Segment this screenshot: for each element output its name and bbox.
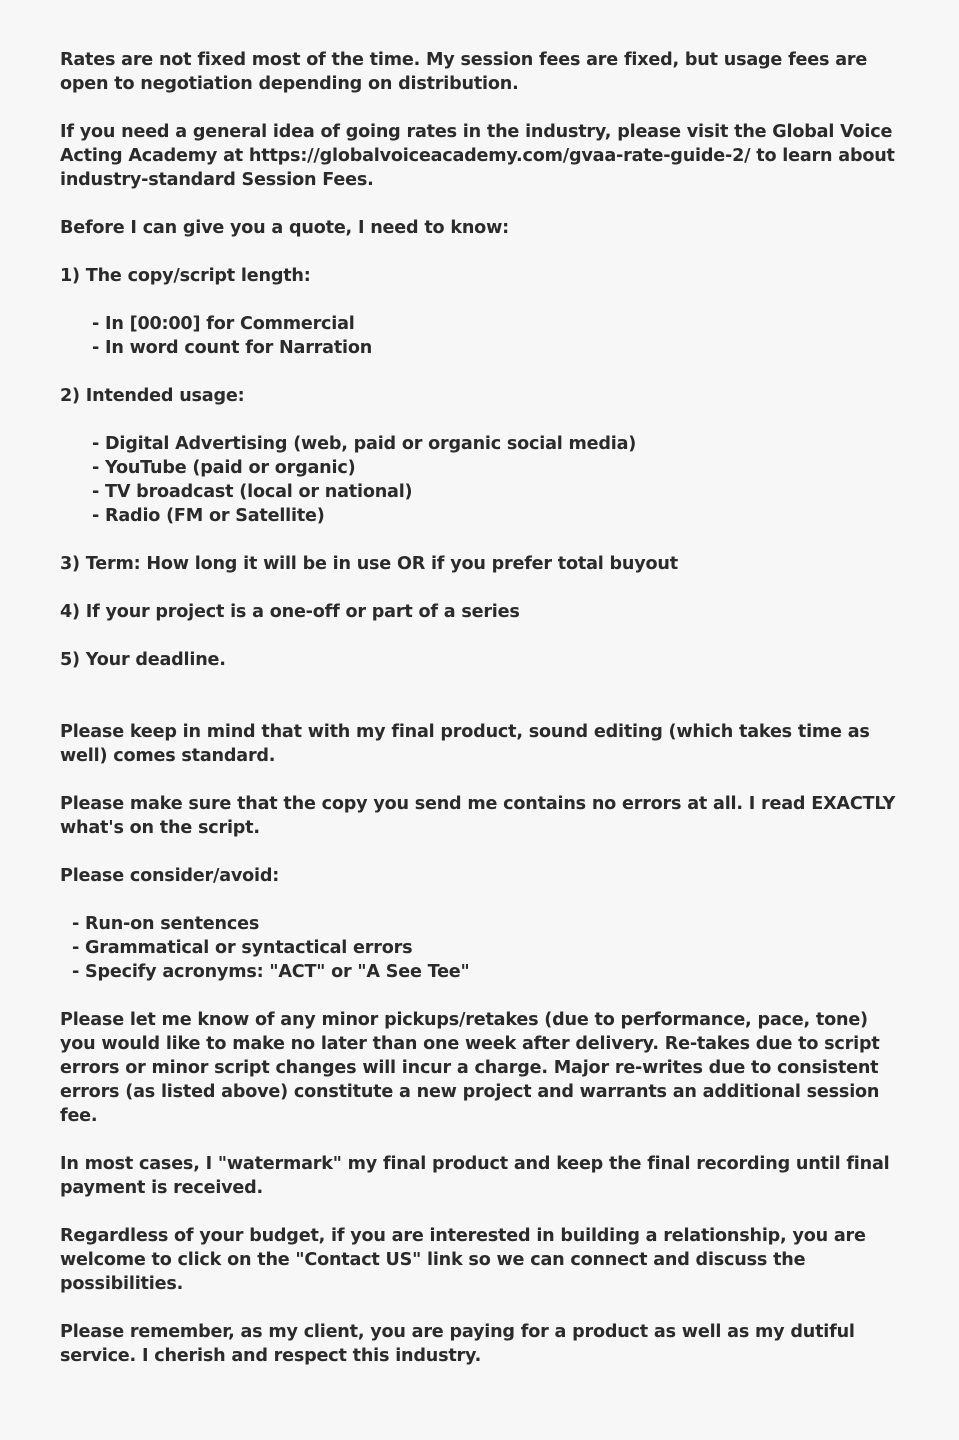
budget-note: Regardless of your budget, if you are interested in building a relationship, you are welcome to click on the "Contact US" link so we can connect and discuss the possibilities.: [60, 1226, 866, 1294]
rates-paragraph: Rates are not fixed most of the time. My session fees are fixed, but usage fees are open to negotiation depending on distribution.: [60, 50, 868, 94]
pickups-note: Please let me know of any minor pickups/retakes (due to performance, pace, tone) you would like to make no later than one week after delivery. Re-takes due to script errors or minor script changes will incur a charge. Major re-writes due to consistent errors (as listed above) constitute a new project and warrants an additional session fee.: [60, 1010, 880, 1126]
watermark-note: In most cases, I "watermark" my final product and keep the final recording until final payment is received.: [60, 1154, 890, 1198]
requirement-term: 3) Term: How long it will be in use OR if you prefer total buyout: [60, 554, 678, 574]
consider-avoid-list: [60, 912, 900, 984]
requirement-intended-usage: 2) Intended usage:: [60, 386, 245, 406]
list-item: - Grammatical or syntactical errors: [72, 938, 413, 958]
consider-avoid-label: Please consider/avoid:: [60, 866, 280, 886]
list-item: - TV broadcast (local or national): [92, 482, 413, 502]
list-item: - YouTube (paid or organic): [92, 458, 356, 478]
rate-guide-paragraph: If you need a general idea of going rates in the industry, please visit the Global Voice Acting Academy at https://globalvoiceacademy.com/gvaa-rate-guide-2/ to learn about industry-standard Session Fees.: [60, 122, 895, 190]
list-item: - Radio (FM or Satellite): [92, 506, 325, 526]
list-item: - Digital Advertising (web, paid or organic social media): [92, 434, 637, 454]
list-item: - Run-on sentences: [72, 914, 260, 934]
requirement-script-length: 1) The copy/script length:: [60, 266, 311, 286]
list-item: - In [00:00] for Commercial: [92, 314, 355, 334]
requirement-deadline: 5) Your deadline.: [60, 650, 226, 670]
list-item: - In word count for Narration: [92, 338, 373, 358]
script-length-list: [60, 312, 900, 360]
list-item: - Specify acronyms: "ACT" or "A See Tee": [72, 962, 470, 982]
rates-document: [60, 48, 900, 1392]
sound-editing-note: Please keep in mind that with my final product, sound editing (which takes time as well) comes standard.: [60, 722, 870, 766]
closing-note: Please remember, as my client, you are paying for a product as well as my dutiful service. I cherish and respect this industry.: [60, 1322, 855, 1366]
copy-errors-note: Please make sure that the copy you send me contains no errors at all. I read EXACTLY what's on the script.: [60, 794, 896, 838]
quote-intro: Before I can give you a quote, I need to know:: [60, 218, 509, 238]
usage-list: [60, 432, 900, 528]
requirement-series: 4) If your project is a one-off or part of a series: [60, 602, 520, 622]
